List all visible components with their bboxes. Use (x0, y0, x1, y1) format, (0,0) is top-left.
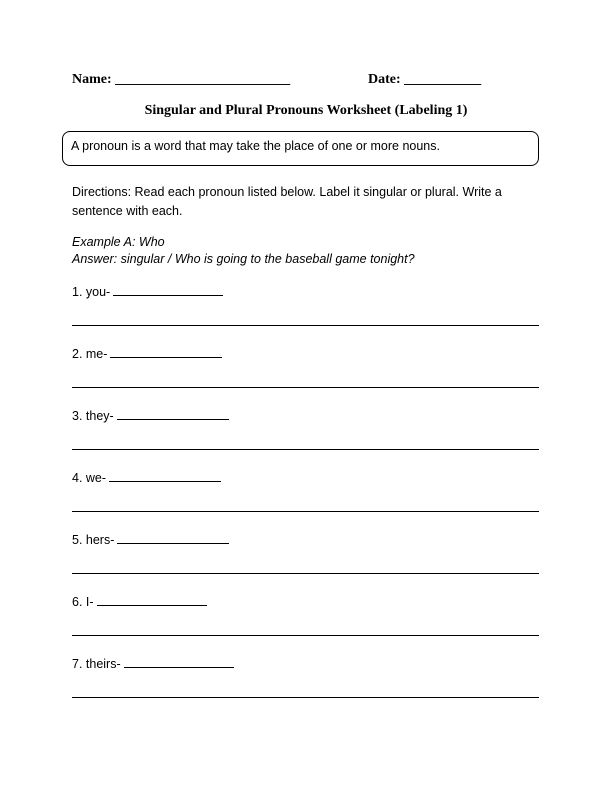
name-blank[interactable]: _________________________ (115, 72, 291, 87)
date-field[interactable] (368, 72, 481, 88)
item-7 (72, 655, 234, 671)
item-label: 3. they- (72, 409, 114, 423)
name-label: Name: (72, 72, 116, 87)
sentence-line[interactable] (72, 573, 539, 574)
label-blank[interactable] (113, 283, 223, 296)
example-answer: Answer: singular / Who is going to the baseball game tonight? (72, 252, 415, 266)
item-label: 1. you- (72, 285, 111, 299)
item-6 (72, 593, 207, 609)
item-label: 6. I- (72, 595, 94, 609)
item-4 (72, 469, 221, 485)
item-5 (72, 531, 229, 547)
item-3 (72, 407, 229, 423)
definition-box (62, 131, 539, 166)
label-blank[interactable] (110, 345, 222, 358)
sentence-line[interactable] (72, 449, 539, 450)
label-blank[interactable] (109, 469, 221, 482)
sentence-line[interactable] (72, 511, 539, 512)
sentence-line[interactable] (72, 635, 539, 636)
sentence-line[interactable] (72, 325, 539, 326)
item-label: 2. me- (72, 347, 108, 361)
example-block (72, 234, 415, 268)
label-blank[interactable] (117, 531, 229, 544)
example-question: Example A: Who (72, 235, 165, 249)
item-2 (72, 345, 222, 361)
item-label: 4. we- (72, 471, 107, 485)
directions-text: Directions: Read each pronoun listed below. Label it singular or plural. Write a sentence with each. (72, 185, 502, 218)
date-blank[interactable]: ___________ (404, 72, 482, 87)
item-label: 7. theirs- (72, 657, 121, 671)
label-blank[interactable] (117, 407, 229, 420)
item-label: 5. hers- (72, 533, 115, 547)
sentence-line[interactable] (72, 697, 539, 698)
name-field[interactable] (72, 72, 290, 88)
item-1 (72, 283, 223, 299)
definition-text: A pronoun is a word that may take the place of one or more nouns. (71, 139, 440, 153)
date-label: Date: (368, 72, 405, 87)
worksheet-title: Singular and Plural Pronouns Worksheet (Labeling 1) (144, 103, 468, 118)
sentence-line[interactable] (72, 387, 539, 388)
label-blank[interactable] (97, 593, 207, 606)
label-blank[interactable] (124, 655, 234, 668)
